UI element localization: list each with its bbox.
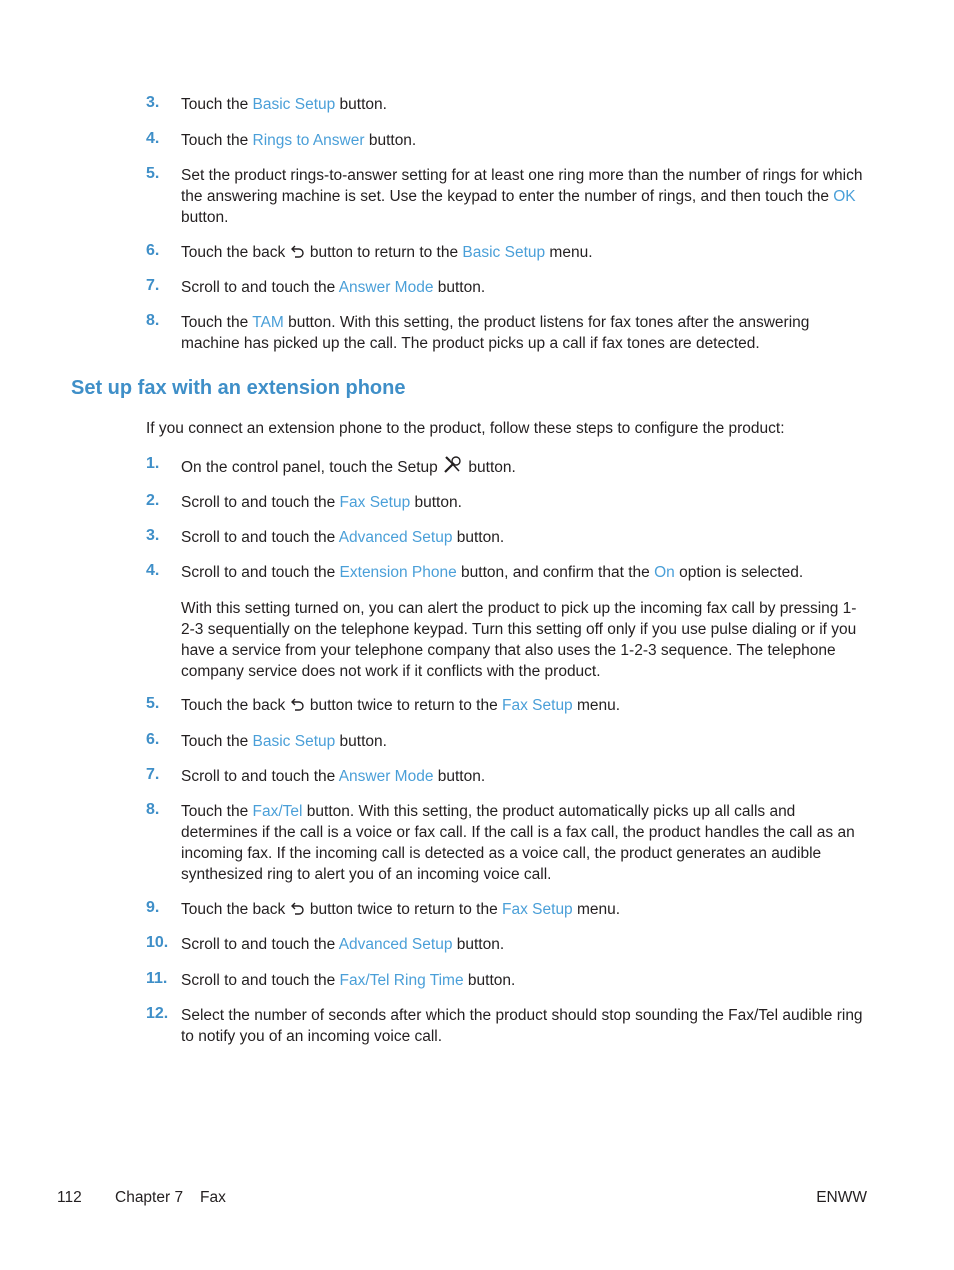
back-arrow-icon: [290, 697, 306, 713]
step-number: 8.: [146, 801, 160, 818]
intro-paragraph: If you connect an extension phone to the product, follow these steps to configure the product:: [146, 420, 785, 437]
setup-wrench-icon: [442, 455, 464, 475]
rings-to-answer-link[interactable]: Rings to Answer: [252, 132, 365, 149]
step-number: 11.: [146, 970, 168, 987]
step-number: 12.: [146, 1005, 169, 1022]
step-number: 1.: [146, 455, 160, 472]
step-number: 2.: [146, 492, 160, 509]
page-number: 112: [57, 1189, 82, 1206]
advanced-setup-link[interactable]: Advanced Setup: [338, 529, 453, 546]
basic-setup-link[interactable]: Basic Setup: [252, 733, 336, 750]
step4-note: With this setting turned on, you can alert the product to pick up the incoming fax call by pressing 1-2-3 sequentially on the telephone keypad. Turn this setting off only if you use pulse dialing or if you have a service from your telephone company that also uses the 1-2-3 sequence. The telephone company service does not work if it conflicts with the product.: [181, 600, 857, 680]
extension-phone-link[interactable]: Extension Phone: [339, 564, 457, 581]
step-number: 4.: [146, 562, 160, 579]
step-number: 3.: [146, 94, 160, 111]
chapter-label: Chapter 7: [115, 1189, 184, 1206]
step-number: 7.: [146, 277, 160, 294]
answer-mode-link[interactable]: Answer Mode: [338, 279, 434, 296]
tam-link[interactable]: TAM: [252, 314, 284, 331]
ok-link[interactable]: OK: [833, 188, 856, 205]
chapter-title: Fax: [200, 1189, 226, 1206]
basic-setup-link[interactable]: Basic Setup: [462, 244, 546, 261]
step-number: 5.: [146, 695, 160, 712]
back-arrow-icon: [290, 244, 306, 260]
back-arrow-icon: [290, 901, 306, 917]
advanced-setup-link[interactable]: Advanced Setup: [338, 936, 453, 953]
basic-setup-link[interactable]: Basic Setup: [252, 96, 336, 113]
step-number: 6.: [146, 731, 160, 748]
step-number: 7.: [146, 766, 160, 783]
on-option-link[interactable]: On: [654, 564, 675, 581]
step-number: 3.: [146, 527, 160, 544]
step-number: 4.: [146, 130, 160, 147]
fax-setup-link[interactable]: Fax Setup: [502, 901, 573, 918]
step-number: 10.: [146, 934, 169, 951]
step-number: 8.: [146, 312, 160, 329]
section-heading: Set up fax with an extension phone: [71, 377, 406, 399]
fax-setup-link[interactable]: Fax Setup: [502, 697, 573, 714]
fax-tel-link[interactable]: Fax/Tel: [252, 803, 303, 820]
step-number: 9.: [146, 899, 160, 916]
step-number: 5.: [146, 165, 160, 182]
answer-mode-link[interactable]: Answer Mode: [338, 768, 434, 785]
fax-tel-ring-time-link[interactable]: Fax/Tel Ring Time: [339, 972, 464, 989]
step-number: 6.: [146, 242, 160, 259]
document-code: ENWW: [816, 1189, 867, 1206]
fax-setup-link[interactable]: Fax Setup: [339, 494, 411, 511]
